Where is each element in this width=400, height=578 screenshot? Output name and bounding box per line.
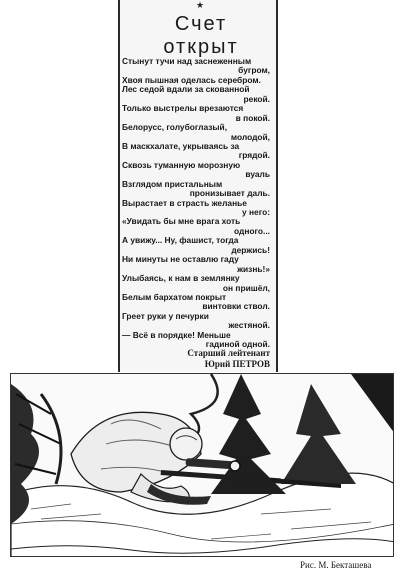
illustration-drawing [11, 374, 394, 557]
poem-line: Греет руки у печурки [122, 310, 209, 321]
poem-line: «Увидать бы мне врага хоть [122, 216, 241, 227]
poem-line: одного... [234, 225, 270, 236]
poem-title-line-2: открыт [163, 36, 239, 58]
author-name: Юрий ПЕТРОВ [204, 359, 270, 369]
star-icon: ★ [195, 0, 205, 10]
poem-line: Лес седой вдали за скованной [122, 84, 250, 95]
poem-line: в покой. [235, 112, 270, 123]
poem-body [122, 57, 270, 350]
poem-line: В маскхалате, укрываясь за [122, 140, 240, 151]
poem-line: молодой, [230, 131, 270, 142]
poem-line: грядой. [238, 150, 270, 161]
poem-line: Улыбаясь, к нам в землянку [122, 273, 240, 284]
poem-line: жестяной. [228, 320, 270, 331]
poem-line: винтовки ствол. [202, 301, 270, 312]
column-rule-left [118, 0, 120, 372]
poem-line: вуаль [245, 169, 270, 180]
poem-line: Хвоя пышная оделась серебром. [122, 74, 261, 85]
poem-line: Вырастает в страсть желанье [122, 197, 247, 208]
poem-line: Сквозь туманную морозную [122, 159, 241, 170]
poem-title-line-1: Счет [174, 13, 228, 35]
author-rank: Старший лейтенант [187, 348, 270, 358]
poem-line: он пришёл, [222, 282, 270, 293]
poem-line: держись! [231, 244, 270, 255]
poem-line: Только выстрелы врезаются [122, 103, 244, 114]
poem-line: жизнь!» [237, 263, 270, 274]
sniper-illustration [10, 373, 394, 557]
poem-line: А увижу... Ну, фашист, тогда [122, 235, 239, 246]
poem-line: Взглядом пристальным [122, 178, 223, 189]
poem-line: пронизывает даль. [189, 188, 270, 199]
poem-line: рекой. [243, 93, 270, 104]
column-rule-right [276, 0, 278, 372]
poem-line: у него: [242, 207, 270, 217]
poem-line: Белорусс, голубоглазый, [122, 122, 228, 133]
poem-line: бугром, [238, 65, 270, 76]
illustration-credit: Рис. М. Бекташева [300, 560, 372, 570]
poem-line: гадиной одной. [205, 339, 270, 350]
poem-line: Белым бархатом покрыт [122, 291, 227, 302]
poem-line: — Всё в порядке! Меньше [122, 329, 231, 340]
poem-line: Стынут тучи над заснеженным [122, 56, 252, 66]
poem-line: Ни минуты не оставлю гаду [122, 254, 239, 265]
